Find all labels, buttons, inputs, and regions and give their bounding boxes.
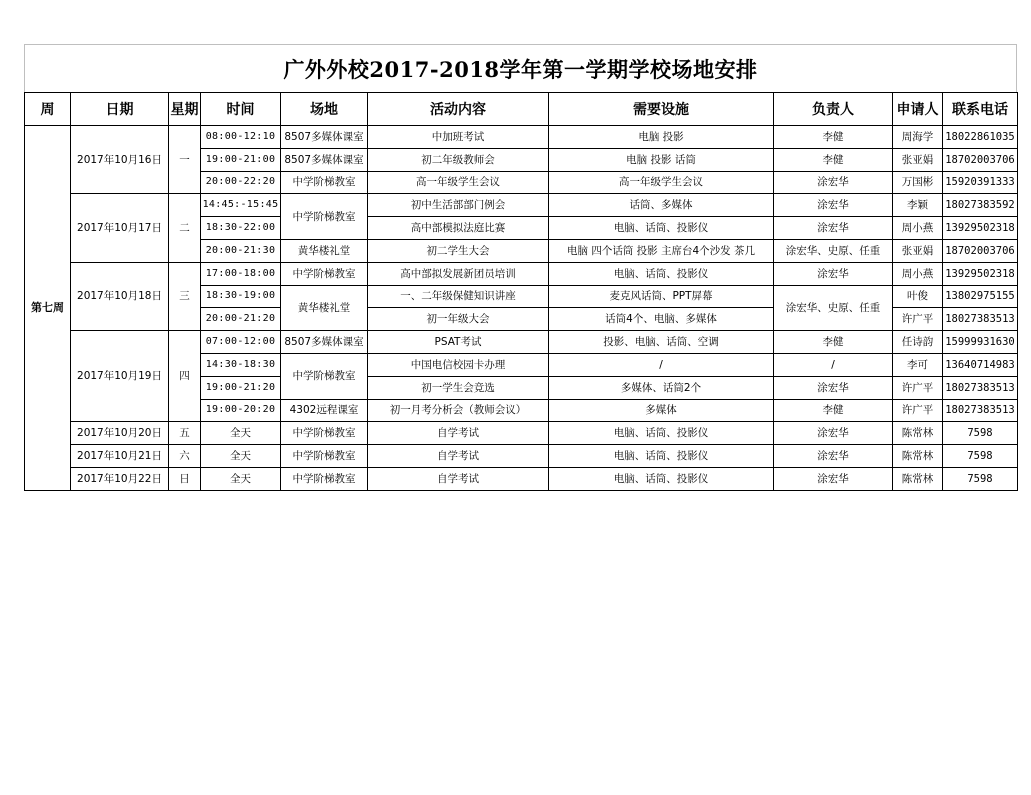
applicant-cell: 叶俊 xyxy=(893,285,943,308)
date-cell: 2017年10月20日 xyxy=(71,422,169,445)
phone-cell: 18027383592 xyxy=(943,194,1018,217)
applicant-cell: 周小燕 xyxy=(893,217,943,240)
equipment-cell: 电脑、话筒、投影仪 xyxy=(549,262,774,285)
applicant-cell: 任诗韵 xyxy=(893,331,943,354)
activity-cell: 中加班考试 xyxy=(368,126,549,149)
date-cell: 2017年10月21日 xyxy=(71,445,169,468)
schedule-table xyxy=(24,92,1018,491)
header-person: 负责人 xyxy=(774,93,893,126)
applicant-cell: 张亚娟 xyxy=(893,148,943,171)
phone-cell: 18702003706 xyxy=(943,239,1018,262)
person-cell: 李健 xyxy=(774,148,893,171)
time-cell: 17:00-18:00 xyxy=(201,262,281,285)
phone-cell: 13640714983 xyxy=(943,353,1018,376)
phone-cell: 13929502318 xyxy=(943,217,1018,240)
venue-cell: 中学阶梯教室 xyxy=(281,467,368,490)
person-cell: 李健 xyxy=(774,399,893,422)
table-row xyxy=(25,262,1018,285)
activity-cell: 中国电信校园卡办理 xyxy=(368,353,549,376)
venue-cell: 4302远程课室 xyxy=(281,399,368,422)
activity-cell: 高中部拟发展新团员培训 xyxy=(368,262,549,285)
applicant-cell: 周海学 xyxy=(893,126,943,149)
time-cell: 全天 xyxy=(201,422,281,445)
equipment-cell: 电脑 投影 xyxy=(549,126,774,149)
activity-cell: PSAT考试 xyxy=(368,331,549,354)
time-cell: 18:30-22:00 xyxy=(201,217,281,240)
activity-cell: 初一月考分析会（教师会议） xyxy=(368,399,549,422)
person-cell: 涂宏华 xyxy=(774,422,893,445)
activity-cell: 自学考试 xyxy=(368,422,549,445)
table-row xyxy=(25,194,1018,217)
table-row xyxy=(25,126,1018,149)
applicant-cell: 万国彬 xyxy=(893,171,943,194)
equipment-cell: 电脑、话筒、投影仪 xyxy=(549,422,774,445)
person-cell: 涂宏华、史原、任重 xyxy=(774,285,893,331)
phone-cell: 7598 xyxy=(943,467,1018,490)
date-cell: 2017年10月18日 xyxy=(71,262,169,330)
applicant-cell: 许广平 xyxy=(893,376,943,399)
time-cell: 全天 xyxy=(201,445,281,468)
date-cell: 2017年10月22日 xyxy=(71,467,169,490)
header-date: 日期 xyxy=(71,93,169,126)
person-cell: 涂宏华 xyxy=(774,194,893,217)
equipment-cell: 话筒4个、电脑、多媒体 xyxy=(549,308,774,331)
equipment-cell: 麦克风话筒、PPT屏幕 xyxy=(549,285,774,308)
venue-cell: 8507多媒体课室 xyxy=(281,148,368,171)
venue-cell: 中学阶梯教室 xyxy=(281,194,368,240)
activity-cell: 初一年级大会 xyxy=(368,308,549,331)
venue-cell: 8507多媒体课室 xyxy=(281,126,368,149)
equipment-cell: 多媒体 xyxy=(549,399,774,422)
activity-cell: 初一学生会竞选 xyxy=(368,376,549,399)
equipment-cell: 电脑 投影 话筒 xyxy=(549,148,774,171)
header-venue: 场地 xyxy=(281,93,368,126)
weekday-cell: 一 xyxy=(169,126,201,194)
header-activity: 活动内容 xyxy=(368,93,549,126)
phone-cell: 18702003706 xyxy=(943,148,1018,171)
week-cell: 第七周 xyxy=(25,126,71,491)
time-cell: 20:00-22:20 xyxy=(201,171,281,194)
venue-cell: 中学阶梯教室 xyxy=(281,262,368,285)
applicant-cell: 李颖 xyxy=(893,194,943,217)
activity-cell: 高一年级学生会议 xyxy=(368,171,549,194)
phone-cell: 7598 xyxy=(943,422,1018,445)
time-cell: 19:00-21:20 xyxy=(201,376,281,399)
header-applicant: 申请人 xyxy=(893,93,943,126)
applicant-cell: 许广平 xyxy=(893,308,943,331)
applicant-cell: 李可 xyxy=(893,353,943,376)
table-row xyxy=(25,467,1018,490)
venue-cell: 中学阶梯教室 xyxy=(281,422,368,445)
schedule-sheet xyxy=(24,44,1017,491)
weekday-cell: 五 xyxy=(169,422,201,445)
time-cell: 20:00-21:20 xyxy=(201,308,281,331)
phone-cell: 18022861035 xyxy=(943,126,1018,149)
applicant-cell: 陈常林 xyxy=(893,422,943,445)
person-cell: 涂宏华、史原、任重 xyxy=(774,239,893,262)
equipment-cell: 投影、电脑、话筒、空调 xyxy=(549,331,774,354)
person-cell: 涂宏华 xyxy=(774,262,893,285)
venue-cell: 中学阶梯教室 xyxy=(281,353,368,399)
header-weekday: 星期 xyxy=(169,93,201,126)
activity-cell: 初二学生大会 xyxy=(368,239,549,262)
applicant-cell: 陈常林 xyxy=(893,445,943,468)
header-phone: 联系电话 xyxy=(943,93,1018,126)
time-cell: 07:00-12:00 xyxy=(201,331,281,354)
activity-cell: 自学考试 xyxy=(368,445,549,468)
phone-cell: 13802975155 xyxy=(943,285,1018,308)
person-cell: 涂宏华 xyxy=(774,445,893,468)
equipment-cell: 电脑、话筒、投影仪 xyxy=(549,467,774,490)
equipment-cell: 电脑、话筒、投影仪 xyxy=(549,445,774,468)
person-cell: 涂宏华 xyxy=(774,467,893,490)
venue-cell: 中学阶梯教室 xyxy=(281,171,368,194)
phone-cell: 18027383513 xyxy=(943,376,1018,399)
equipment-cell: 高一年级学生会议 xyxy=(549,171,774,194)
time-cell: 18:30-19:00 xyxy=(201,285,281,308)
applicant-cell: 周小燕 xyxy=(893,262,943,285)
venue-cell: 黄华楼礼堂 xyxy=(281,239,368,262)
time-cell: 14:30-18:30 xyxy=(201,353,281,376)
phone-cell: 15999931630 xyxy=(943,331,1018,354)
applicant-cell: 陈常林 xyxy=(893,467,943,490)
sheet-title: 广外外校2017-2018学年第一学期学校场地安排 xyxy=(24,44,1017,92)
table-row xyxy=(25,422,1018,445)
table-row xyxy=(25,331,1018,354)
phone-cell: 18027383513 xyxy=(943,308,1018,331)
equipment-cell: 电脑、话筒、投影仪 xyxy=(549,217,774,240)
weekday-cell: 日 xyxy=(169,467,201,490)
person-cell: 李健 xyxy=(774,331,893,354)
equipment-cell: 话筒、多媒体 xyxy=(549,194,774,217)
person-cell: 涂宏华 xyxy=(774,171,893,194)
applicant-cell: 许广平 xyxy=(893,399,943,422)
phone-cell: 13929502318 xyxy=(943,262,1018,285)
time-cell: 14:45:-15:45 xyxy=(201,194,281,217)
header-row xyxy=(25,93,1018,126)
person-cell: 涂宏华 xyxy=(774,376,893,399)
applicant-cell: 张亚娟 xyxy=(893,239,943,262)
header-equipment: 需要设施 xyxy=(549,93,774,126)
activity-cell: 一、二年级保健知识讲座 xyxy=(368,285,549,308)
weekday-cell: 三 xyxy=(169,262,201,330)
phone-cell: 18027383513 xyxy=(943,399,1018,422)
phone-cell: 15920391333 xyxy=(943,171,1018,194)
activity-cell: 自学考试 xyxy=(368,467,549,490)
person-cell: 李健 xyxy=(774,126,893,149)
venue-cell: 中学阶梯教室 xyxy=(281,445,368,468)
date-cell: 2017年10月16日 xyxy=(71,126,169,194)
time-cell: 19:00-20:20 xyxy=(201,399,281,422)
date-cell: 2017年10月19日 xyxy=(71,331,169,422)
table-row xyxy=(25,445,1018,468)
header-week: 周 xyxy=(25,93,71,126)
weekday-cell: 六 xyxy=(169,445,201,468)
weekday-cell: 四 xyxy=(169,331,201,422)
venue-cell: 8507多媒体课室 xyxy=(281,331,368,354)
time-cell: 19:00-21:00 xyxy=(201,148,281,171)
header-time: 时间 xyxy=(201,93,281,126)
time-cell: 08:00-12:10 xyxy=(201,126,281,149)
equipment-cell: 多媒体、话筒2个 xyxy=(549,376,774,399)
activity-cell: 初中生活部部门例会 xyxy=(368,194,549,217)
activity-cell: 初二年级教师会 xyxy=(368,148,549,171)
weekday-cell: 二 xyxy=(169,194,201,262)
venue-cell: 黄华楼礼堂 xyxy=(281,285,368,331)
phone-cell: 7598 xyxy=(943,445,1018,468)
equipment-cell: 电脑 四个话筒 投影 主席台4个沙发 茶几 xyxy=(549,239,774,262)
person-cell: / xyxy=(774,353,893,376)
person-cell: 涂宏华 xyxy=(774,217,893,240)
equipment-cell: / xyxy=(549,353,774,376)
activity-cell: 高中部模拟法庭比赛 xyxy=(368,217,549,240)
date-cell: 2017年10月17日 xyxy=(71,194,169,262)
time-cell: 20:00-21:30 xyxy=(201,239,281,262)
time-cell: 全天 xyxy=(201,467,281,490)
